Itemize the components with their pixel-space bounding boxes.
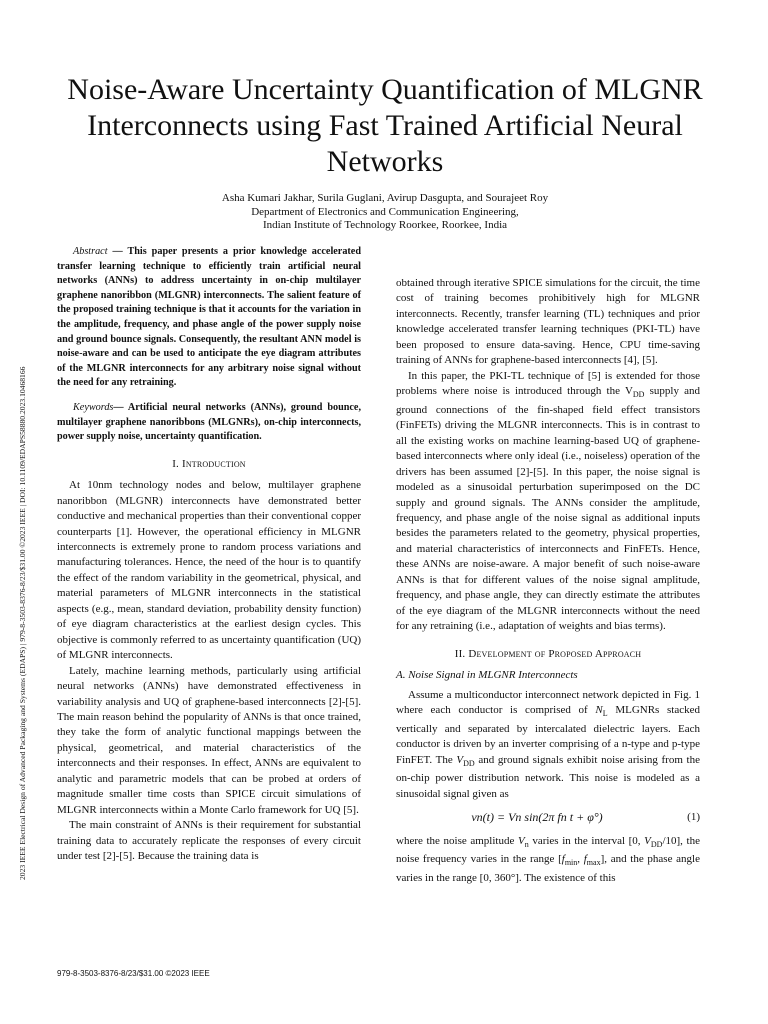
- equation-1: [396, 810, 700, 825]
- copyright-footer: 979-8-3503-8376-8/23/$31.00 ©2023 IEEE: [57, 969, 210, 978]
- affiliation-institute: Indian Institute of Technology Roorkee, Roorkee, India: [262, 219, 508, 231]
- intro-paragraph-5: In this paper, the PKI-TL technique of [5] is extended for those problems where noise is introduced through the $V_{DD}$ supply and ground connections of the fin-shaped field effect transistors (FinFETs) driving the MLGNR interconnects. This is in contrast to all the existing works on machine learning-based UQ of graphene-based interconnects where only ideal (i.e., noiseless) operation of the drivers has been assumed [2]-[5]. In this paper, the noise signal is modeled as a sinusoidal perturbation superimposed on the DC supply and ground signals. The ANNs consider the amplitude, frequency, and phase angle of the noise signal as additional inputs besides the parameters related to the geometry, physical properties, and material characteristics of interconnects and FinFETs. Hence, these ANNs are noise-aware. A major benefit of such noise-aware ANNs is that for different values of the noise signal amplitude, frequency, and phase angle, they can directly estimate the attributes of the eye diagram of the MLGNR interconnects without the need for any retraining (i.e., adaptation of weights and bias terms).: [396, 369, 700, 633]
- abstract-label: Abstract: [73, 246, 108, 257]
- side-publication-strip: [6, 160, 27, 880]
- equation-number: (1): [687, 811, 700, 824]
- equation-expression: vn(t) = Vn sin(2π fn t + φ°): [471, 810, 603, 825]
- method-paragraph-1: Assume a multiconductor interconnect network depicted in Fig. 1 where each conductor is comprised of $N_L$ MLGNRs stacked vertically and separated by intercalated dielectric layers. Each conductor is driven by an inverter comprising of a n-type and p-type FinFET. The $V_{DD}$ and ground signals exhibit noise arising from the on-chip power distribution network. This noise is modeled as a sinusoidal signal given as: [396, 688, 700, 800]
- author-names: Asha Kumari Jakhar, Surila Guglani, Avirup Dasgupta, and Sourajeet Roy: [221, 192, 549, 204]
- intro-paragraph-2: Lately, machine learning methods, particularly using artificial neural networks (ANNs) have demonstrated effectiveness in variability analysis and UQ of graphene-based interconnects [2]-[5]. The main reason behind the popularity of ANNs is that once trained, they take the form of analytic functional mappings between the physical, geometrical, and material characteristics of the interconnects and their responses. In effect, ANNs are equivalent to analytic and parametric models that can be probed at orders of magnitude smaller time costs than SPICE circuit simulations of MLGNR interconnects within a Monte Carlo framework for UQ [5].: [57, 664, 361, 816]
- abstract-text: — This paper presents a prior knowledge accelerated transfer learning technique to efficiently train artificial neural networks (ANNs) to address uncertainty in on-chip multilayer graphene nanoribbon (MLGNR) interconnects. The salient feature of the proposed training technique is that it accounts for the variation in the amplitude, frequency, and phase angle of the power supply noise and ground bounce signals. Consequently, the resultant ANN model is noise-aware and can be used to anticipate the eye diagram attributes of the MLGNR interconnects for any arbitrary noise signal without the need for any retraining.: [57, 246, 361, 389]
- paper-title: Noise-Aware Uncertainty Quantification of MLGNR Interconnects using Fast Trained Artificial Neural Networks: [67, 73, 703, 178]
- subsection-heading-noise-signal: A. Noise Signal in MLGNR Interconnects: [396, 669, 578, 682]
- section-heading-development: II. Development of Proposed Approach: [454, 647, 642, 660]
- intro-paragraph-1: At 10nm technology nodes and below, multilayer graphene nanoribbon (MLGNR) interconnects have demonstrated better conductive and mechanical properties than their conventional copper counterparts [1]. However, the operational efficiency in MLGNR interconnects is extremely prone to random process variations and manufacturing tolerances. Hence, the need of the hour is to quantify the effect of the random variability in the geometrical, physical, and material parameters of MLGNR interconnects in the statistical aspects (e.g., mean, standard deviation, probability density function) of eye diagram characteristics at the earliest design cycles. This objective is commonly referred to as uncertainty quantification (UQ) of MLGNR interconnects.: [57, 479, 361, 662]
- keywords-label: Keywords: [73, 401, 114, 413]
- abstract: [57, 245, 361, 391]
- left-column: [57, 245, 361, 865]
- side-publication-text: 2023 IEEE Electrical Design of Advanced Packaging and Systems (EDAPS) | 979-8-3503-8376-8/23/$31.00 ©2023 IEEE | DOI: 10.1109/EDAPS58880.2023.10468166: [18, 366, 27, 880]
- keywords-text: — Artificial neural networks (ANNs), ground bounce, multilayer graphene nanoribbons (MLGNRs), on-chip interconnects, power supply noise, uncertainty quantification.: [57, 401, 361, 443]
- intro-paragraph-4: obtained through iterative SPICE simulations for the circuit, the time cost of training becomes prohibitively high for MLGNR interconnects. Recently, transfer learning (TL) techniques and prior knowledge accelerated transfer learning techniques (PKI-TL) have been proposed to ensure data-saving. Hence, CPU time-saving training of ANNs for graphene-based interconnects [4], [5].: [396, 277, 700, 367]
- author-block: [40, 192, 730, 233]
- section-heading-introduction: I. Introduction: [172, 457, 246, 470]
- keywords: [57, 401, 361, 445]
- affiliation-department: Department of Electronics and Communication Engineering,: [251, 205, 519, 218]
- intro-paragraph-3: The main constraint of ANNs is their requirement for substantial training data to accurately replicate the responses of every circuit under test [2]-[5]. Because the training data is: [57, 819, 361, 863]
- right-column: [396, 276, 700, 886]
- method-paragraph-2: where the noise amplitude $V_n$ varies in the interval [0, $V_{DD}/10$], the noise frequency varies in the range [$f_{min}$, $f_{max}$], and the phase angle varies in the range [0, 360°]. The existence of this: [396, 834, 700, 884]
